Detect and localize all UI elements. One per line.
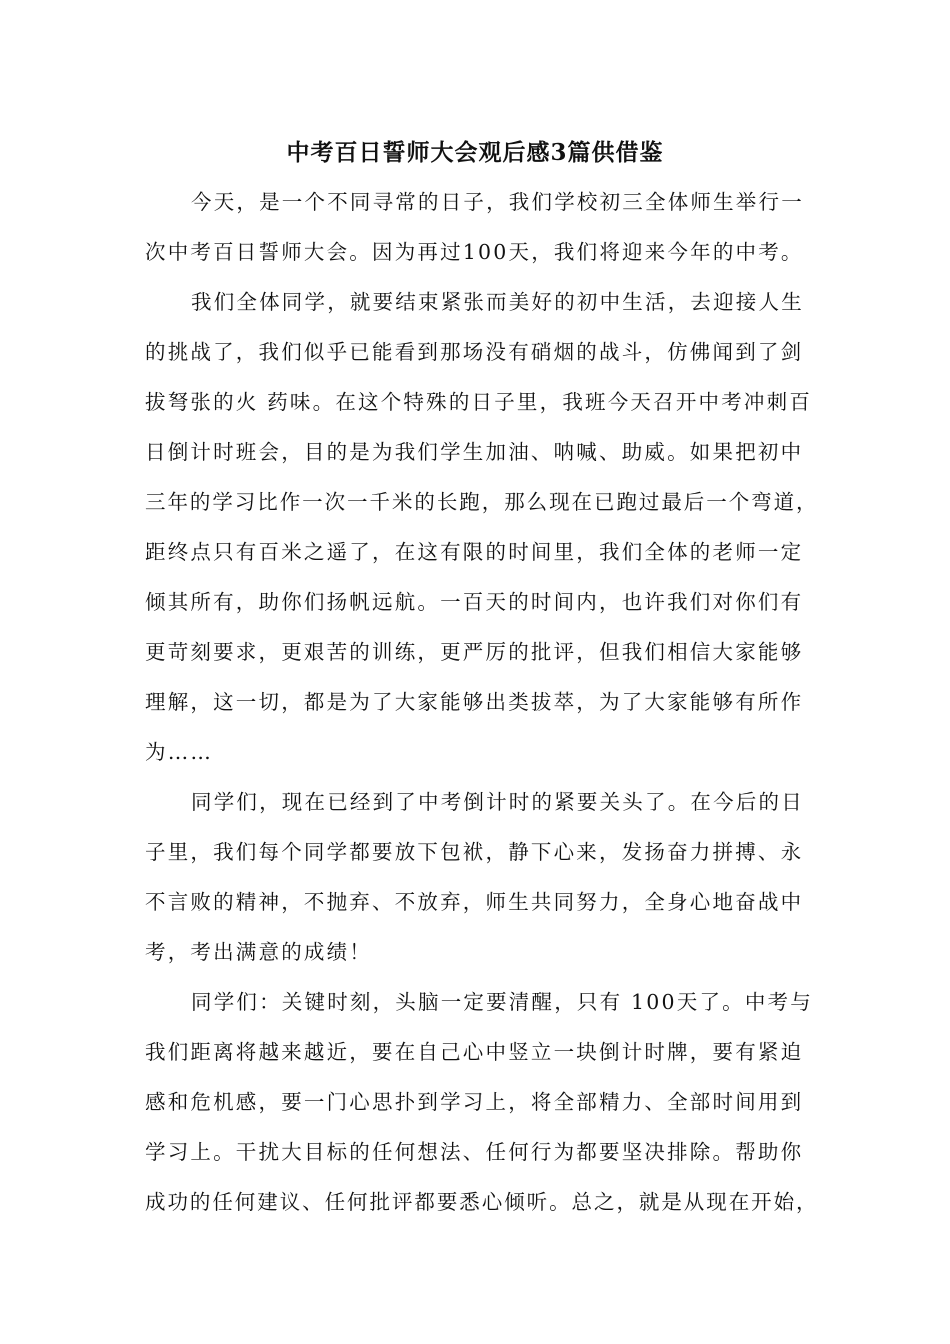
paragraph-line: 我们距离将越来越近，要在自己心中竖立一块倒计时牌，要有紧迫 xyxy=(145,1040,804,1064)
paragraph-line: 为…… xyxy=(145,740,214,764)
paragraph-line: 日倒计时班会，目的是为我们学生加油、呐喊、助威。如果把初中 xyxy=(145,440,804,464)
paragraph-line: 三年的学习比作一次一千米的长跑，那么现在已跑过最后一个弯道， xyxy=(145,490,819,514)
paragraph-line: 理解，这一切，都是为了大家能够出类拔萃，为了大家能够有所作 xyxy=(145,690,804,714)
paragraph-line: 学习上。干扰大目标的任何想法、任何行为都要坚决排除。帮助你 xyxy=(145,1140,804,1164)
paragraph-line: 次中考百日誓师大会。因为再过100天，我们将迎来今年的中考。 xyxy=(145,240,804,264)
paragraph-line: 倾其所有，助你们扬帆远航。一百天的时间内，也许我们对你们有 xyxy=(145,590,804,614)
paragraph-first-line: 我们全体同学，就要结束紧张而美好的初中生活，去迎接人生 xyxy=(191,290,804,314)
paragraph-line: 距终点只有百米之遥了，在这有限的时间里，我们全体的老师一定 xyxy=(145,540,804,564)
paragraph-line: 更苛刻要求，更艰苦的训练，更严厉的批评，但我们相信大家能够 xyxy=(145,640,804,664)
paragraph-first-line: 同学们：关键时刻，头脑一定要清醒，只有 100天了。中考与 xyxy=(191,990,813,1014)
paragraph-line: 子里，我们每个同学都要放下包袱，静下心来，发扬奋力拼搏、永 xyxy=(145,840,804,864)
paragraph-line: 的挑战了，我们似乎已能看到那场没有硝烟的战斗，仿佛闻到了剑 xyxy=(145,340,804,364)
paragraph-first-line: 今天，是一个不同寻常的日子，我们学校初三全体师生举行一 xyxy=(191,190,804,214)
paragraph-line: 不言败的精神，不抛弃、不放弃，师生共同努力，全身心地奋战中 xyxy=(145,890,804,914)
paragraph-first-line: 同学们，现在已经到了中考倒计时的紧要关头了。在今后的日 xyxy=(191,790,804,814)
paragraph-line: 考，考出满意的成绩！ xyxy=(145,940,372,964)
document-body xyxy=(145,181,825,1231)
paragraph-line: 成功的任何建议、任何批评都要悉心倾听。总之，就是从现在开始， xyxy=(145,1190,819,1214)
paragraph-line: 感和危机感，要一门心思扑到学习上，将全部精力、全部时间用到 xyxy=(145,1090,804,1114)
document-title: 中考百日誓师大会观后感3篇供借鉴 xyxy=(286,139,664,166)
paragraph-line: 拔弩张的火 药味。在这个特殊的日子里，我班今天召开中考冲刺百 xyxy=(145,390,813,414)
